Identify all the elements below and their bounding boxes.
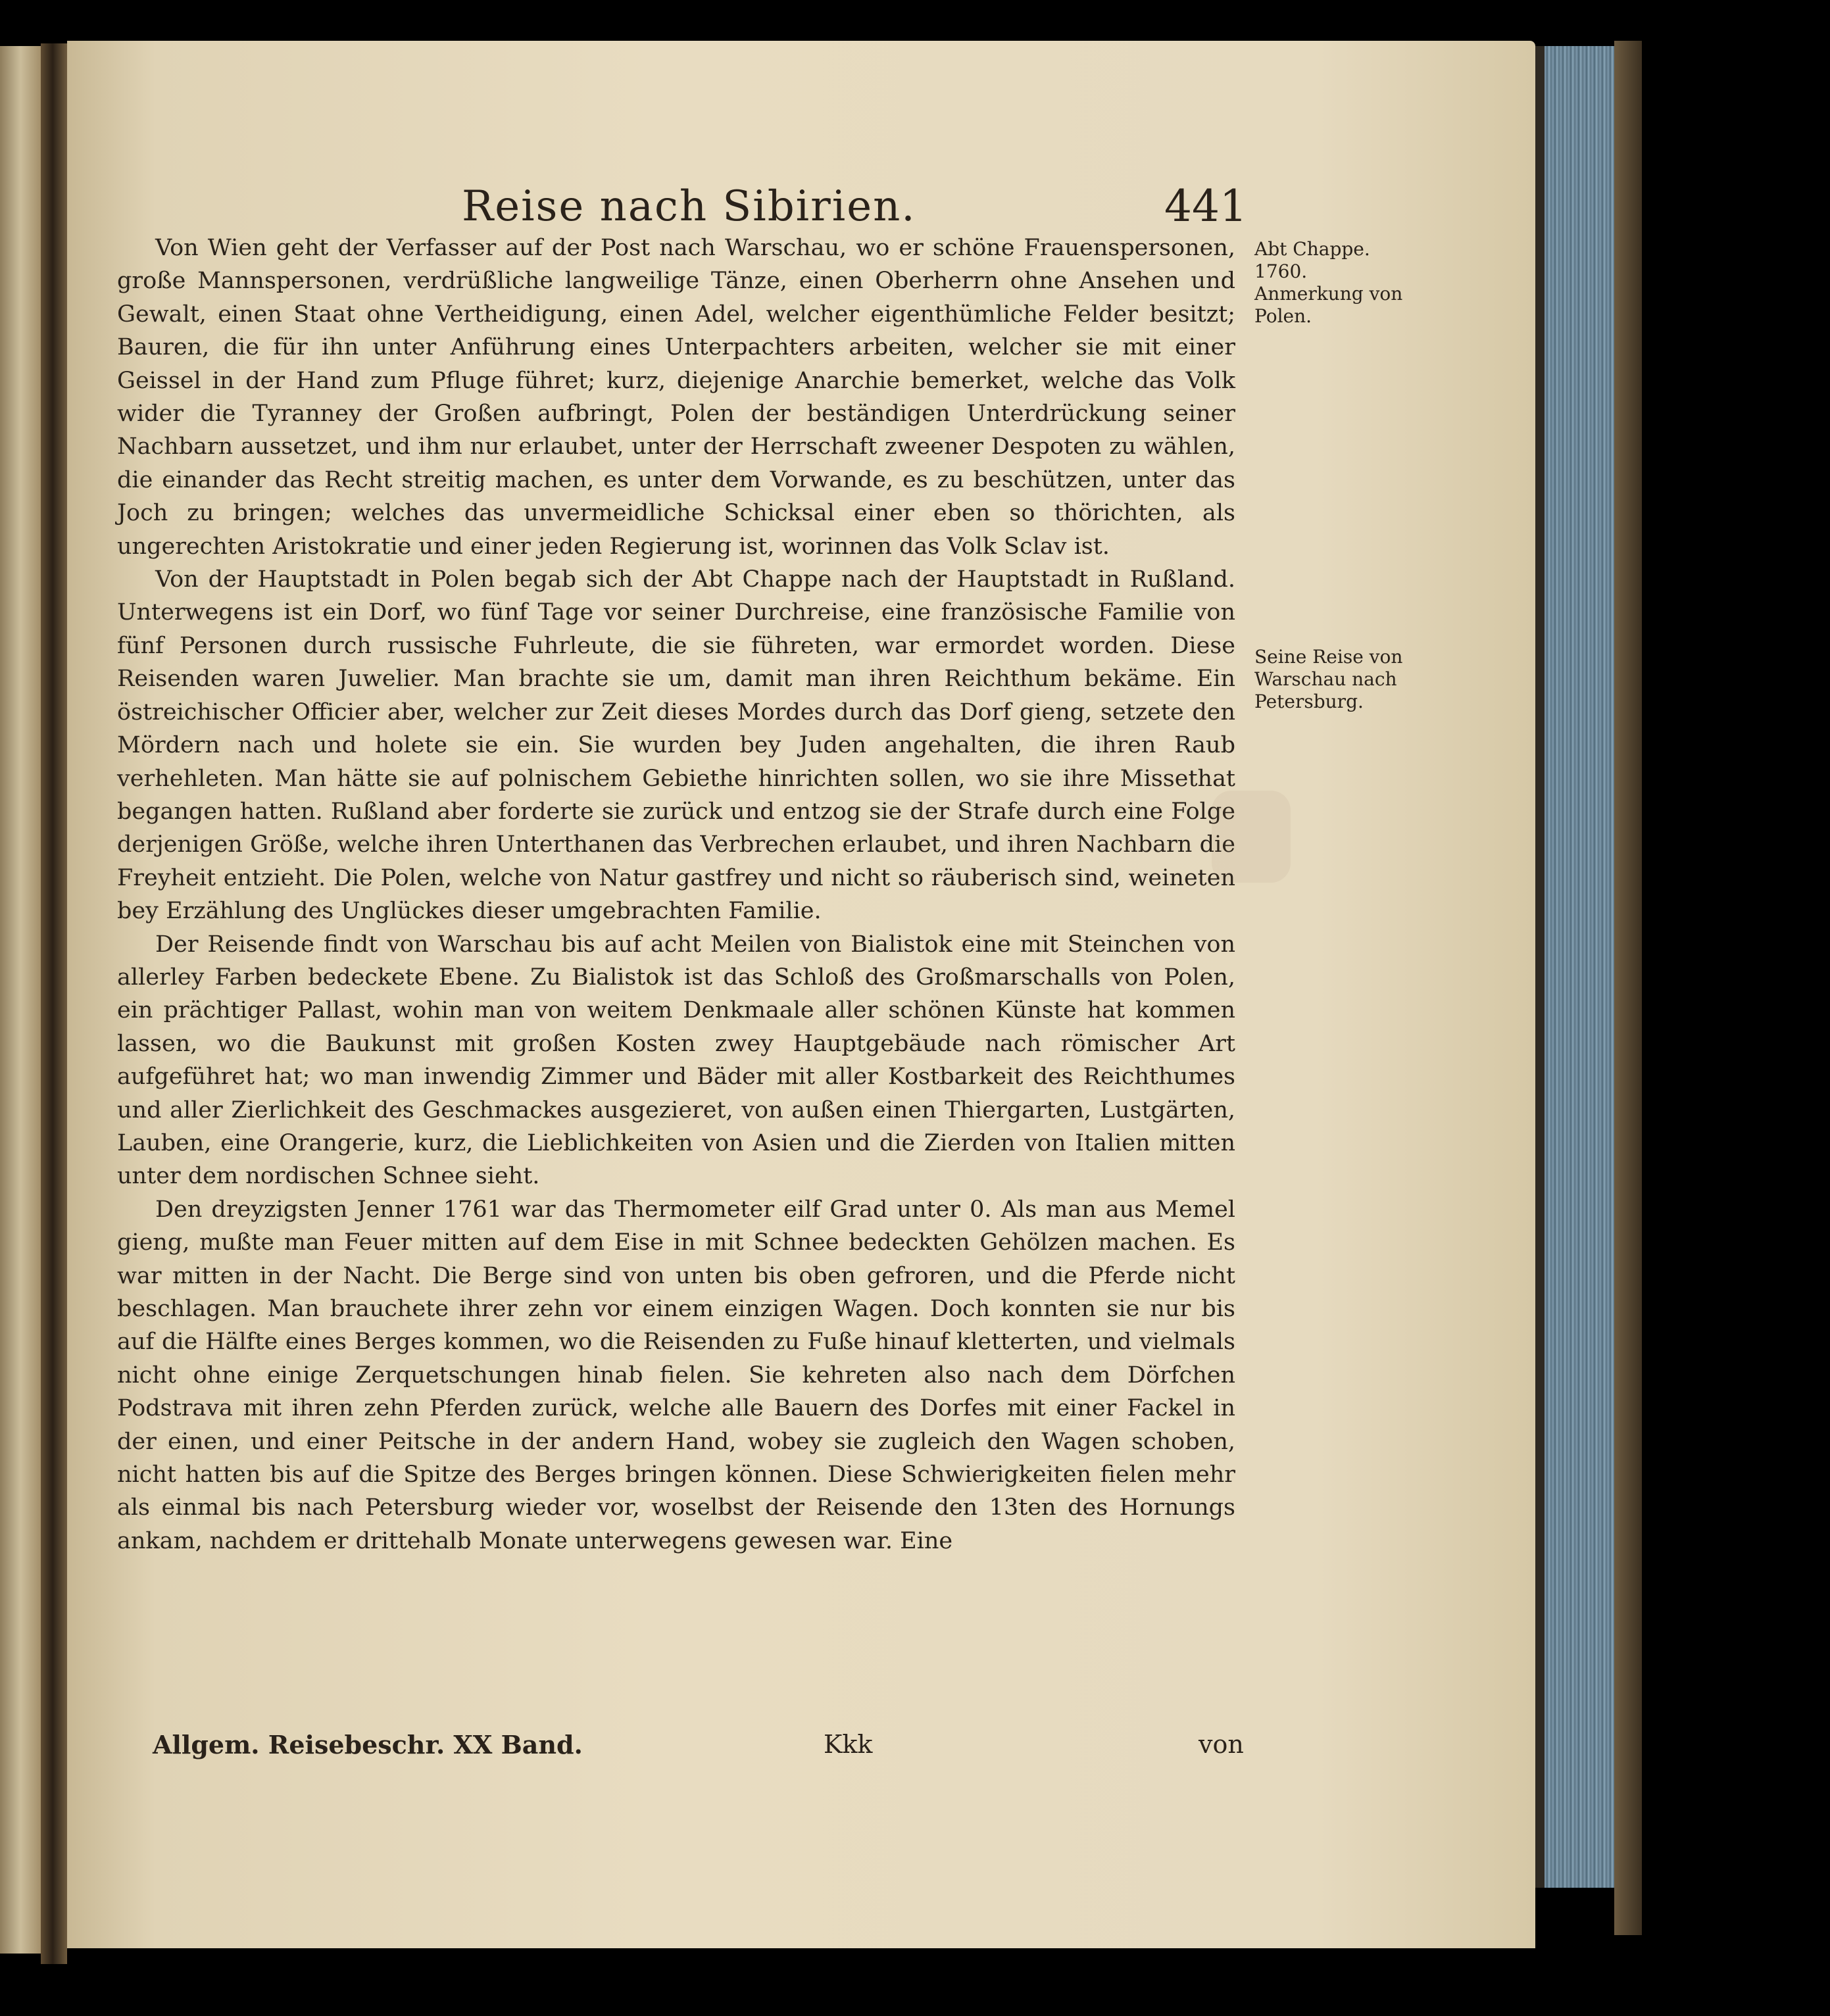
page-441	[67, 41, 1535, 1948]
left-page-edge	[0, 46, 41, 1954]
paragraph: Der Reisende findt von Warschau bis auf acht Meilen von Bialistok eine mit Steinchen von allerley Farben bedeckete Ebene. Zu Bialistok ist das Schloß des Großmarschalls von Polen, ein prächtiger Pallast, wohin man von weitem Denkmaale aller schönen Künste hat kommen lassen, wo die Baukunst mit großen Kosten zwey Hauptgebäude nach römischer Art aufgeführet hat; wo man inwendig Zimmer und Bäder mit aller Kostbarkeit des Reichthumes und aller Zierlichkeit des Geschmackes ausgezieret, von außen einen Thiergarten, Lustgärten, Lauben, eine Orangerie, kurz, die Lieblichkeiten von Asien und die Zierden von Italien mitten unter dem nordischen Schnee sieht.	[117, 931, 1235, 1190]
paragraph: Den dreyzigsten Jenner 1761 war das Thermometer eilf Grad unter 0. Als man aus Memel gieng, mußte man Feuer mitten auf dem Eise in mit Schnee bedeckten Gehölzen machen. Es war mitten in der Nacht. Die Berge sind von unten bis oben gefroren, und die Pferde nicht beschlagen. Man brauchete ihrer zehn vor einem einzigen Wagen. Doch konnten sie nur bis auf die Hälfte eines Berges kommen, wo die Reisenden zu Fuße hinauf kletterten, und vielmals nicht ohne einige Zerquetschungen hinab fielen. Sie kehreten also nach dem Dörfchen Podstrava mit ihren zehn Pferden zurück, welche alle Bauern des Dorfes mit einer Fackel in der einen, und einer Peitsche in der andern Hand, wobey sie zugleich den Wagen schoben, nicht hatten bis auf die Spitze des Berges bringen können. Diese Schwierigkeiten fielen mehr als einmal bis nach Petersburg wieder vor, woselbst der Reisende den 13ten des Hornungs ankam, nachdem er drittehalb Monate unterwegens gewesen war. Eine	[117, 1196, 1235, 1554]
body-text	[117, 232, 1235, 1558]
page-text	[67, 41, 1535, 1948]
running-head: Reise nach Sibirien.	[462, 182, 916, 231]
page-header	[462, 176, 1317, 235]
page-footer	[153, 1730, 1258, 1769]
book-cover-board	[1614, 41, 1642, 1935]
book-gutter	[41, 43, 67, 1964]
paragraph: Von der Hauptstadt in Polen begab sich der Abt Chappe nach der Hauptstadt in Rußland. Unterwegens ist ein Dorf, wo fünf Tage vor seiner Durchreise, eine französische Familie von fünf Personen durch russische Fuhrleute, die sie führeten, war ermordet worden. Diese Reisenden waren Juwelier. Man brachte sie um, damit man ihren Reichthum bekäme. Ein östreichischer Officier aber, welcher zur Zeit dieses Mordes durch das Dorf gieng, setzete den Mördern nach und holete sie ein. Sie wurden bey Juden angehalten, die ihren Raub verhehleten. Man hätte sie auf polnischem Gebiethe hinrichten sollen, wo sie ihre Missethat begangen hatten. Rußland aber forderte sie zurück und entzog sie der Strafe durch eine Folge derjenigen Größe, welche ihren Unterthanen das Verbrechen erlaubet, und ihren Nachbarn die Freyheit entzieht. Die Polen, welche von Natur gastfrey und nicht so räuberisch sind, weineten bey Erzählung des Unglückes dieser umgebrachten Familie.	[117, 566, 1235, 925]
page-number: 441	[1164, 181, 1247, 232]
page-edge-shadow	[1535, 46, 1545, 1888]
catchword: von	[1199, 1730, 1244, 1759]
signature-mark: Kkk	[824, 1730, 873, 1759]
signature-line: Allgem. Reisebeschr. XX Band.	[153, 1730, 583, 1759]
paper-stain	[1212, 791, 1291, 883]
margin-note: Abt Chappe. 1760. Anmerkung von Polen.	[1254, 238, 1403, 327]
page-edges-blue	[1535, 46, 1614, 1888]
margin-note: Seine Reise von Warschau nach Petersburg.	[1254, 646, 1403, 712]
paragraph: Von Wien geht der Verfasser auf der Post nach Warschau, wo er schöne Frauenspersonen, große Mannspersonen, verdrüßliche langweilige Tänze, einen Oberherrn ohne Ansehen und Gewalt, einen Staat ohne Vertheidigung, einen Adel, welcher eigenthümliche Felder besitzt; Bauren, die für ihn unter Anführung eines Unterpachters arbeiten, welcher sie mit einer Geissel in der Hand zum Pfluge führet; kurz, diejenige Anarchie bemerket, welche das Volk wider die Tyranney der Großen aufbringt, Polen der beständigen Unterdrückung seiner Nachbarn aussetzet, und ihm nur erlaubet, unter der Herrschaft zweener Despoten zu wählen, die einander das Recht streitig machen, es unter dem Vorwande, es zu beschützen, unter das Joch zu bringen; welches das unvermeidliche Schicksal einer eben so thörichten, als ungerechten Aristokratie und einer jeden Regierung ist, worinnen das Volk Sclav ist.	[117, 235, 1235, 560]
